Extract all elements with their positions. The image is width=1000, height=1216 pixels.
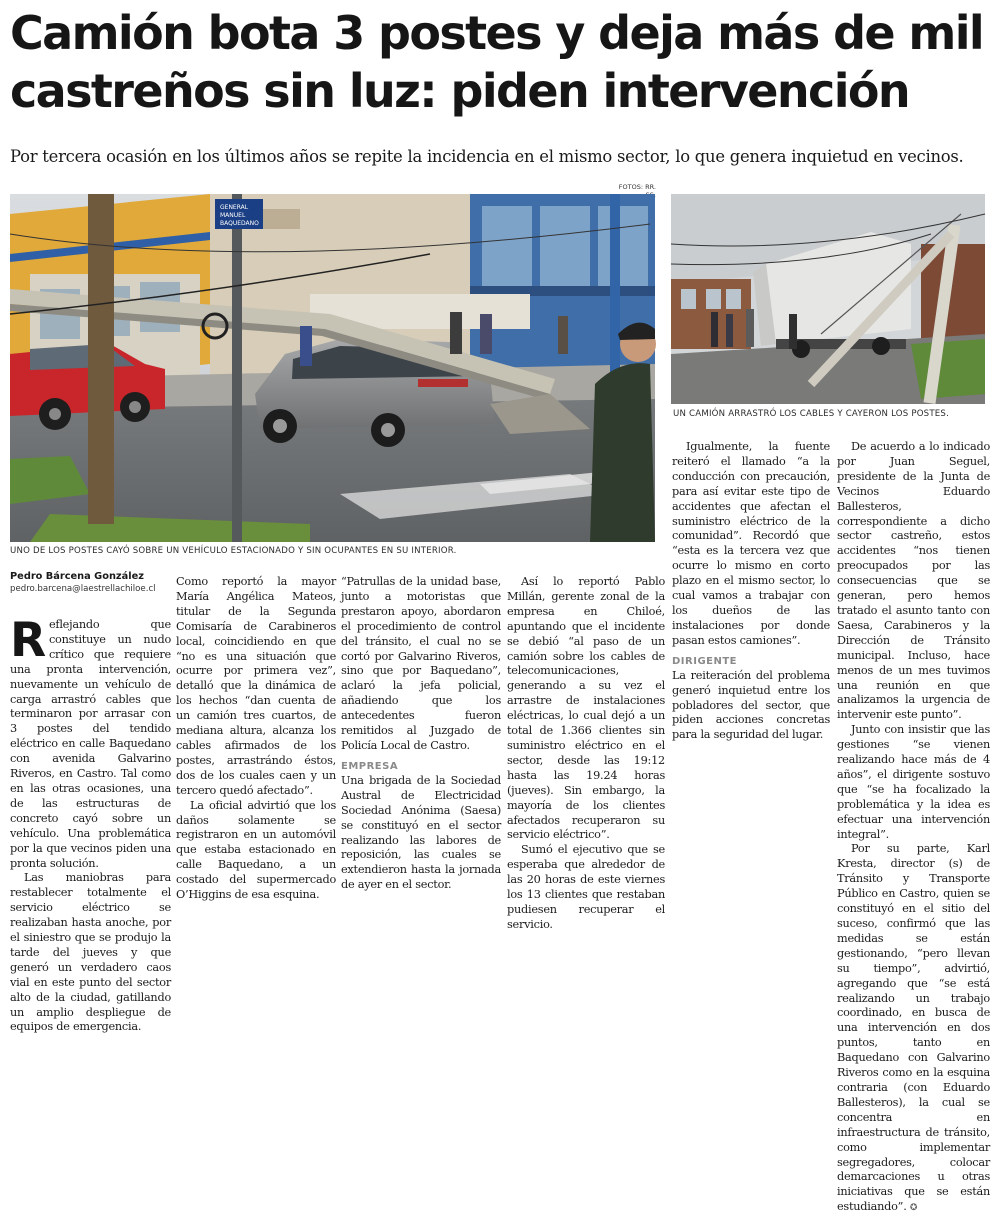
caption-side: UN CAMIÓN ARRASTRÓ LOS CABLES Y CAYERON LOS POSTES. — [673, 409, 950, 419]
paragraph-9: Igualmente, la fuente reiteró el llamado “a la conducción con precaución, para así evitar este tipo de accidentes que afectan el suministro eléctrico de la comunidad”. Recordó que “esta es la tercera vez que ocurre lo mismo en corto plazo en el mismo sector, lo cual vamos a trabajar con los dueños de las instalaciones por donde pasan estos camiones”. — [672, 440, 830, 647]
subheadline: Por tercera ocasión en los últimos años se repite la incidencia en el mismo sector, lo que genera inquietud en vecinos. — [10, 147, 964, 166]
photo-truck-and-poles — [671, 194, 985, 404]
photo-fallen-pole-on-car — [10, 194, 655, 542]
drop-cap: R — [10, 613, 46, 668]
paragraph-8: Sumó el ejecutivo que se esperaba que alrededor de las 20 horas de este viernes los 13 clientes que restaban pudiesen recuperar el servicio. — [507, 843, 665, 931]
column-2 — [176, 575, 336, 903]
byline — [10, 570, 170, 595]
column-4 — [507, 575, 665, 933]
paragraph-5: “Patrullas de la unidad base, junto a motoristas que prestaron apoyo, abordaron el procedimiento de control del tránsito, el cual no se cortó por Galvarino Riveros, sino que por Baquedano”, aclaró la jefa policial, añadiendo que los antecedentes fueron remitidos al Juzgado de Policía Local de Castro. — [341, 575, 501, 752]
street-sign-line-3: BAQUEDANO — [220, 220, 259, 227]
column-1 — [10, 613, 171, 1035]
paragraph-13 — [837, 842, 990, 1216]
paragraph-3: Como reportó la mayor María Angélica Mateos, titular de la Segunda Comisaría de Carabineros local, coincidiendo en que “no es una situación que ocurre por primera vez”, detalló que la dinámica de los hechos “dan cuenta de un camión tres cuartos, de mediana altura, alcanza los cables afirmados de los postes, arrastrándo éstos, dos de los cuales caen y un tercero quedó afectado”. — [176, 575, 336, 797]
author-name: Pedro Bárcena González — [10, 571, 144, 582]
paragraph-11: De acuerdo a lo indicado por Juan Seguel, presidente de la Junta de Vecinos Eduardo Ballesteros, correspondiente a dicho sector castreño, estos accidentes “nos tienen preocupados por las consecuencias que se generan, pero hemos tratado el asunto tanto con Saesa, Carabineros y la Dirección de Tránsito municipal. Incluso, hace menos de un mes tuvimos una reunión en que analizamos la urgencia de intervenir este punto”. — [837, 440, 990, 722]
section-heading-dirigente: DIRIGENTE — [672, 655, 738, 667]
headline: Camión bota 3 postes y deja más de mil castreños sin luz: piden intervención — [10, 6, 984, 118]
paragraph-1: eflejando que constituye un nudo crítico que requiere una pronta intervención, nuevamente un vehículo de carga arrastró cables que terminaron por arrasar con 3 postes del tendido eléctrico en calle Baquedano con avenida Galvarino Riveros, en Castro. Tal como en las otras ocasiones, una de las estructuras de concreto cayó sobre un vehículo. Una problemática por la que vecinos piden una pronta solución. — [10, 618, 171, 870]
column-3 — [341, 575, 501, 893]
author-email[interactable]: pedro.barcena@laestrellachiloe.cl — [10, 584, 156, 594]
paragraph-10: La reiteración del problema generó inquietud entre los pobladores del sector, que piden acciones concretas para la seguridad del lugar. — [672, 668, 830, 742]
end-mark-icon: ✪ — [909, 1203, 918, 1214]
column-5 — [672, 440, 830, 743]
photo-credit: FOTOS: RR. — [618, 183, 656, 191]
street-sign-line-1: GENERAL — [220, 204, 249, 211]
section-heading-empresa: EMPRESA — [341, 760, 399, 772]
paragraph-7: Así lo reportó Pablo Millán, gerente zonal de la empresa en Chiloé, apuntando que el incidente se debió “al paso de un camión sobre los cables de telecomunicaciones, generando a su vez el arrastre de instalaciones eléctricas, lo cual dejó a un total de 1.366 clientes sin suministro eléctrico en el sector, desde las 19:12 hasta las 19.24 horas (jueves). Sin embargo, la mayoría de los clientes afectados recuperaron su servicio eléctrico”. — [507, 575, 665, 842]
paragraph-4: La oficial advirtió que los daños solamente se registraron en un automóvil que estaba estacionado en calle Baquedano, a un costado del supermercado O’Higgins de esa esquina. — [176, 798, 336, 902]
caption-main: UNO DE LOS POSTES CAYÓ SOBRE UN VEHÍCULO ESTACIONADO Y SIN OCUPANTES EN SU INTERIOR. — [10, 546, 457, 556]
paragraph-12: Junto con insistir que las gestiones “se vienen realizando hace más de 4 años”, el dirigente sostuvo que “se ha focalizado la problemática y la idea es efectuar una intervención integral”. — [837, 723, 990, 841]
paragraph-6: Una brigada de la Sociedad Austral de Electricidad Sociedad Anónima (Saesa) se constituyó en el sector realizando las labores de reposición, las cuales se extendieron hasta la jornada de ayer en el sector. — [341, 773, 501, 892]
column-6 — [837, 440, 990, 1216]
paragraph-13-text: Por su parte, Karl Kresta, director (s) de Tránsito y Transporte Público en Castro, quien se constituyó en el sitio del suceso, confirmó que las medidas se están gestionando, “pero llevan su tiempo”, advirtió, agregando que “se está realizando un trabajo coordinado, en busca de una intervención en dos puntos, tanto en Baquedano con Galvarino Riveros como en la esquina contraria (con Eduardo Ballesteros), la cual se concentra en infraestructura de tránsito, como implementar segregadores, colocar demarcaciones u otras iniciativas que se están estudiando”. — [837, 842, 990, 1214]
street-sign-line-2: MANUEL — [220, 212, 246, 219]
paragraph-2: Las maniobras para restablecer totalmente el servicio eléctrico se realizaban hasta anoche, por el siniestro que se produjo la tarde del jueves y que generó un verdadero caos vial en este punto del sector alto de la ciudad, gatillando un amplio despliegue de equipos de emergencia. — [10, 871, 171, 1034]
